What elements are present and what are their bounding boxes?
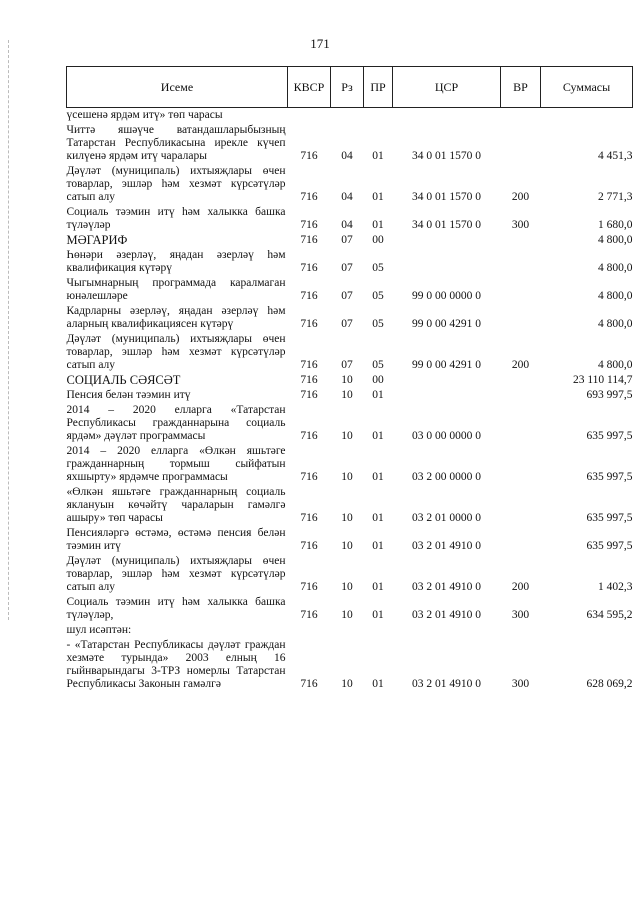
- cell-name: МӘГАРИФ: [66, 233, 128, 247]
- cell-vr: 300: [511, 609, 530, 621]
- cell-csr: 99 0 00 0000 0: [412, 290, 481, 302]
- cell-csr: 03 2 01 4910 0: [412, 609, 481, 621]
- cell-csr: [393, 108, 501, 124]
- cell-csr: [393, 233, 501, 248]
- cell-vr: [501, 304, 541, 332]
- cell-name: Һөнәри әзерләү, яңадан әзерләү һәм квалификация күтәрү: [66, 249, 286, 274]
- cell-vr: [501, 526, 541, 554]
- cell-sum: 635 997,5: [586, 512, 633, 524]
- cell-vr: 200: [511, 581, 530, 593]
- cell-sum: 634 595,2: [586, 609, 633, 621]
- table-row: [67, 485, 633, 526]
- cell-vr: [501, 248, 541, 276]
- cell-vr: [501, 444, 541, 485]
- cell-vr: [501, 233, 541, 248]
- cell-rz: [331, 108, 364, 124]
- cell-rz: 04: [341, 150, 353, 162]
- scan-margin-line: [8, 40, 10, 620]
- cell-csr: 03 2 01 4910 0: [412, 540, 481, 552]
- cell-rz: 07: [341, 359, 353, 371]
- cell-sum: 635 997,5: [586, 430, 633, 442]
- cell-name: СОЦИАЛЬ СӘЯСӘТ: [66, 373, 181, 387]
- cell-sum: 4 800,0: [598, 318, 633, 330]
- cell-name: 2014 – 2020 елларга «Татарстан Республикасы гражданнарына социаль ярдәм» дәүләт программасы: [66, 404, 286, 442]
- table-row: [67, 276, 633, 304]
- column-header-vr: ВР: [501, 67, 541, 108]
- cell-pr: 00: [372, 234, 384, 246]
- budget-table-container: [66, 66, 632, 692]
- cell-rz: 07: [341, 262, 353, 274]
- table-row: [67, 108, 633, 124]
- cell-pr: 01: [372, 191, 384, 203]
- table-row: [67, 554, 633, 595]
- cell-vr: [501, 403, 541, 444]
- cell-sum: 693 997,5: [586, 389, 633, 401]
- cell-vr: 200: [511, 191, 530, 203]
- table-body: [67, 108, 633, 693]
- cell-pr: 01: [372, 540, 384, 552]
- cell-vr: [501, 276, 541, 304]
- cell-csr: 03 0 00 0000 0: [412, 430, 481, 442]
- table-row: [67, 205, 633, 233]
- cell-csr: [393, 388, 501, 403]
- cell-pr: 05: [372, 318, 384, 330]
- cell-csr: 34 0 01 1570 0: [412, 219, 481, 231]
- cell-sum: [541, 108, 633, 124]
- cell-pr: 01: [372, 609, 384, 621]
- column-header-sum: Суммасы: [541, 67, 633, 108]
- cell-kvsr: [288, 623, 331, 638]
- cell-csr: 03 2 01 0000 0: [412, 512, 481, 524]
- cell-pr: [364, 108, 393, 124]
- cell-name: Социаль тәэмин итү һәм халыкка башка түләүләр,: [66, 596, 286, 621]
- cell-sum: 4 800,0: [598, 262, 633, 274]
- table-row: [67, 526, 633, 554]
- budget-table: [66, 66, 633, 692]
- cell-name: Социаль тәэмин итү һәм халыкка башка түләүләр: [66, 206, 286, 231]
- cell-kvsr: 716: [300, 471, 318, 483]
- cell-pr: 00: [372, 374, 384, 386]
- cell-rz: 10: [341, 471, 353, 483]
- column-header-kvsr: КВСР: [288, 67, 331, 108]
- table-row: [67, 403, 633, 444]
- table-row: [67, 332, 633, 373]
- cell-name: Чыгымнарның программада каралмаган юнәлешләре: [66, 277, 286, 302]
- cell-rz: 10: [341, 581, 353, 593]
- cell-pr: [364, 623, 393, 638]
- cell-csr: 34 0 01 1570 0: [412, 150, 481, 162]
- cell-rz: 07: [341, 318, 353, 330]
- cell-csr: [393, 248, 501, 276]
- cell-kvsr: 716: [300, 512, 318, 524]
- cell-pr: 01: [372, 581, 384, 593]
- table-row: [67, 373, 633, 388]
- cell-rz: 07: [341, 234, 353, 246]
- cell-kvsr: 716: [300, 234, 318, 246]
- table-header-row: [67, 67, 633, 108]
- table-row: [67, 233, 633, 248]
- cell-vr: [501, 108, 541, 124]
- cell-rz: 10: [341, 512, 353, 524]
- cell-csr: 03 2 01 4910 0: [412, 678, 481, 690]
- cell-name: 2014 – 2020 елларга «Өлкән яшьтәге гражданнарның тормыш сыйфатын яхшырту» ярдәмче программасы: [66, 445, 286, 483]
- cell-rz: 04: [341, 191, 353, 203]
- cell-rz: 04: [341, 219, 353, 231]
- cell-rz: 10: [341, 430, 353, 442]
- cell-kvsr: 716: [300, 678, 318, 690]
- cell-sum: [541, 623, 633, 638]
- table-row: [67, 638, 633, 692]
- cell-sum: 23 110 114,7: [572, 374, 633, 386]
- cell-vr: [501, 485, 541, 526]
- cell-pr: 01: [372, 512, 384, 524]
- cell-kvsr: 716: [300, 150, 318, 162]
- table-row: [67, 164, 633, 205]
- cell-sum: 1 680,0: [598, 219, 633, 231]
- cell-rz: 10: [341, 540, 353, 552]
- cell-csr: 34 0 01 1570 0: [412, 191, 481, 203]
- cell-sum: 628 069,2: [586, 678, 633, 690]
- column-header-pr: ПР: [364, 67, 393, 108]
- cell-csr: 99 0 00 4291 0: [412, 318, 481, 330]
- table-row: [67, 623, 633, 638]
- cell-name: Кадрларны әзерләү, яңадан әзерләү һәм аларның квалификациясен күтәрү: [66, 305, 286, 330]
- cell-kvsr: 716: [300, 430, 318, 442]
- cell-pr: 05: [372, 359, 384, 371]
- cell-rz: 10: [341, 609, 353, 621]
- cell-kvsr: 716: [300, 262, 318, 274]
- cell-sum: 4 800,0: [598, 234, 633, 246]
- cell-name: Дәүләт (муниципаль) ихтыяҗлары өчен товарлар, эшләр һәм хезмәт күрсәтүләр сатып алу: [66, 555, 286, 593]
- cell-sum: 4 800,0: [598, 359, 633, 371]
- cell-kvsr: 716: [300, 374, 318, 386]
- cell-kvsr: 716: [300, 540, 318, 552]
- cell-name: Пенсияләргә өстәмә, өстәмә пенсия белән тәэмин итү: [66, 527, 286, 552]
- cell-rz: 10: [341, 678, 353, 690]
- cell-pr: 01: [372, 430, 384, 442]
- cell-kvsr: 716: [300, 318, 318, 330]
- cell-kvsr: 716: [300, 609, 318, 621]
- cell-pr: 01: [372, 389, 384, 401]
- cell-pr: 01: [372, 150, 384, 162]
- cell-kvsr: 716: [300, 191, 318, 203]
- column-header-rz: Рз: [331, 67, 364, 108]
- column-header-csr: ЦСР: [393, 67, 501, 108]
- cell-vr: [501, 123, 541, 164]
- table-row: [67, 444, 633, 485]
- cell-kvsr: 716: [300, 219, 318, 231]
- cell-name: Дәүләт (муниципаль) ихтыяҗлары өчен товарлар, эшләр һәм хезмәт күрсәтүләр сатып алу: [66, 165, 286, 203]
- cell-rz: [331, 623, 364, 638]
- cell-name: Пенсия белән тәэмин итү: [66, 389, 191, 401]
- cell-kvsr: [288, 108, 331, 124]
- cell-csr: 99 0 00 4291 0: [412, 359, 481, 371]
- table-row: [67, 248, 633, 276]
- cell-vr: 200: [511, 359, 530, 371]
- cell-sum: 635 997,5: [586, 471, 633, 483]
- cell-vr: 300: [511, 219, 530, 231]
- table-row: [67, 304, 633, 332]
- cell-name: Читтә яшәүче ватандашларыбызның Татарстан Республикасына ирекле күчеп килүенә ярдәм итү чаралары: [66, 124, 286, 162]
- cell-name: шул исәптән:: [66, 624, 132, 636]
- table-row: [67, 595, 633, 623]
- cell-sum: 4 800,0: [598, 290, 633, 302]
- cell-rz: 07: [341, 290, 353, 302]
- page-number: 171: [310, 36, 330, 51]
- cell-kvsr: 716: [300, 389, 318, 401]
- cell-name: үсешенә ярдәм итү» төп чарасы: [66, 109, 223, 121]
- cell-csr: 03 2 01 4910 0: [412, 581, 481, 593]
- cell-kvsr: 716: [300, 581, 318, 593]
- cell-name: «Өлкән яшьтәге гражданнарның социаль яклануын көчәйтү чараларын гамәлгә ашыру» төп чарасы: [66, 486, 286, 524]
- cell-pr: 01: [372, 471, 384, 483]
- cell-rz: 10: [341, 389, 353, 401]
- cell-pr: 01: [372, 219, 384, 231]
- cell-sum: 4 451,3: [598, 150, 633, 162]
- cell-csr: [393, 623, 501, 638]
- cell-rz: 10: [341, 374, 353, 386]
- cell-sum: 1 402,3: [598, 581, 633, 593]
- cell-name: - «Татарстан Республикасы дәүләт граждан хезмәте турында» 2003 елның 16 гыйнварындагы 3-ТРЗ номерлы Татарстан Республикасы Законын гамәлгә: [66, 639, 286, 690]
- cell-vr: [501, 388, 541, 403]
- column-header-name: Исеме: [67, 67, 288, 108]
- cell-pr: 01: [372, 678, 384, 690]
- cell-kvsr: 716: [300, 290, 318, 302]
- cell-vr: [501, 373, 541, 388]
- cell-sum: 635 997,5: [586, 540, 633, 552]
- cell-pr: 05: [372, 262, 384, 274]
- cell-vr: [501, 623, 541, 638]
- cell-vr: 300: [511, 678, 530, 690]
- cell-csr: [393, 373, 501, 388]
- table-row: [67, 123, 633, 164]
- cell-csr: 03 2 00 0000 0: [412, 471, 481, 483]
- table-row: [67, 388, 633, 403]
- cell-name: Дәүләт (муниципаль) ихтыяҗлары өчен товарлар, эшләр һәм хезмәт күрсәтүләр сатып алу: [66, 333, 286, 371]
- cell-sum: 2 771,3: [598, 191, 633, 203]
- cell-kvsr: 716: [300, 359, 318, 371]
- cell-pr: 05: [372, 290, 384, 302]
